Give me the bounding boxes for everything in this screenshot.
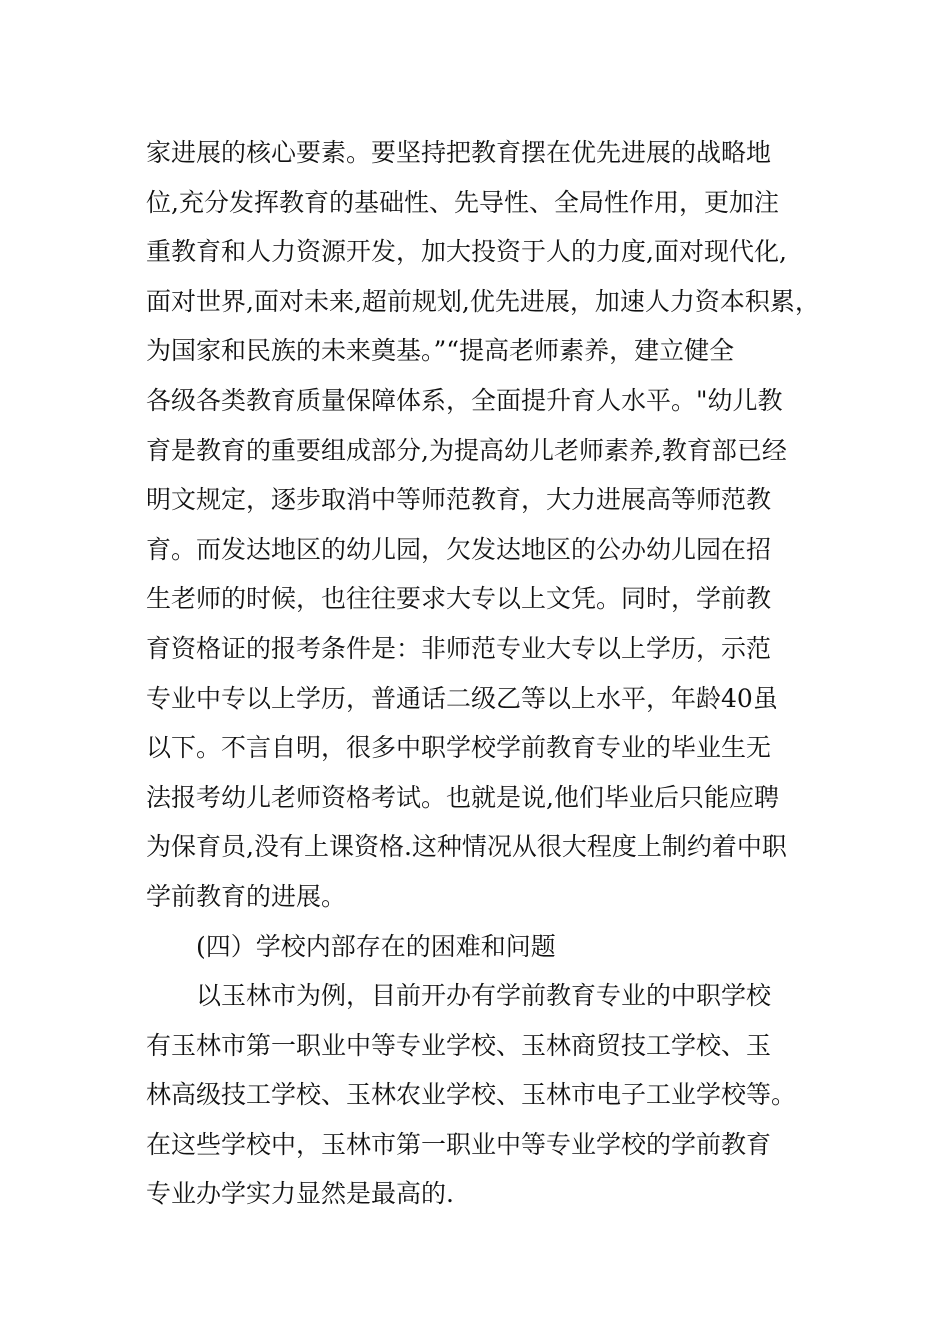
text-line: 法报考幼儿老师资格考试。也就是说,他们毕业后只能应聘 (146, 782, 779, 812)
text-line: 在这些学校中，玉林市第一职业中等专业学校的学前教育 (146, 1129, 772, 1159)
text-line: 各级各类教育质量保障体系，全面提升育人水平。"幼儿教 (146, 385, 783, 415)
text-line: 明文规定，逐步取消中等师范教育，大力进展高等师范教 (146, 485, 772, 515)
text-line: 生老师的时候，也往往要求大专以上文凭。同时，学前教 (146, 584, 772, 614)
text-line: 面对世界,面对未来,超前规划,优先进展，加速人力资本积累， (146, 286, 820, 316)
text-line: 专业办学实力显然是最高的. (146, 1179, 454, 1209)
text-line: 有玉林市第一职业中等专业学校、玉林商贸技工学校、玉 (146, 1030, 772, 1060)
text-line: 育。而发达地区的幼儿园，欠发达地区的公办幼儿园在招 (146, 534, 772, 564)
text-line: 专业中专以上学历，普通话二级乙等以上水平，年龄40虽 (146, 683, 778, 713)
text-line: 以下。不言自明，很多中职学校学前教育专业的毕业生无 (146, 733, 772, 763)
text-line: 为国家和民族的未来奠基。”“提高老师素养，建立健全 (146, 336, 735, 366)
text-line: 育资格证的报考条件是：非师范专业大专以上学历，示范 (146, 633, 772, 663)
text-line: 位,充分发挥教育的基础性、先导性、全局性作用，更加注 (146, 187, 779, 217)
body-text (146, 128, 836, 1219)
text-line: 育是教育的重要组成部分,为提高幼儿老师素养,教育部已经 (146, 435, 787, 465)
text-line: 家进展的核心要素。要坚持把教育摆在优先进展的战略地 (146, 138, 772, 167)
text-line: 重教育和人力资源开发，加大投资于人的力度,面对现代化, (146, 237, 787, 267)
text-line: 林高级技工学校、玉林农业学校、玉林市电子工业学校等。 (146, 1080, 797, 1110)
paragraph-first-line: 以玉林市为例，目前开办有学前教育专业的中职学校 (196, 981, 772, 1011)
text-line: 为保育员,没有上课资格.这种情况从很大程度上制约着中职 (146, 832, 787, 862)
text-line: 学前教育的进展。 (146, 881, 347, 911)
section-heading: (四）学校内部存在的困难和问题 (196, 931, 556, 961)
